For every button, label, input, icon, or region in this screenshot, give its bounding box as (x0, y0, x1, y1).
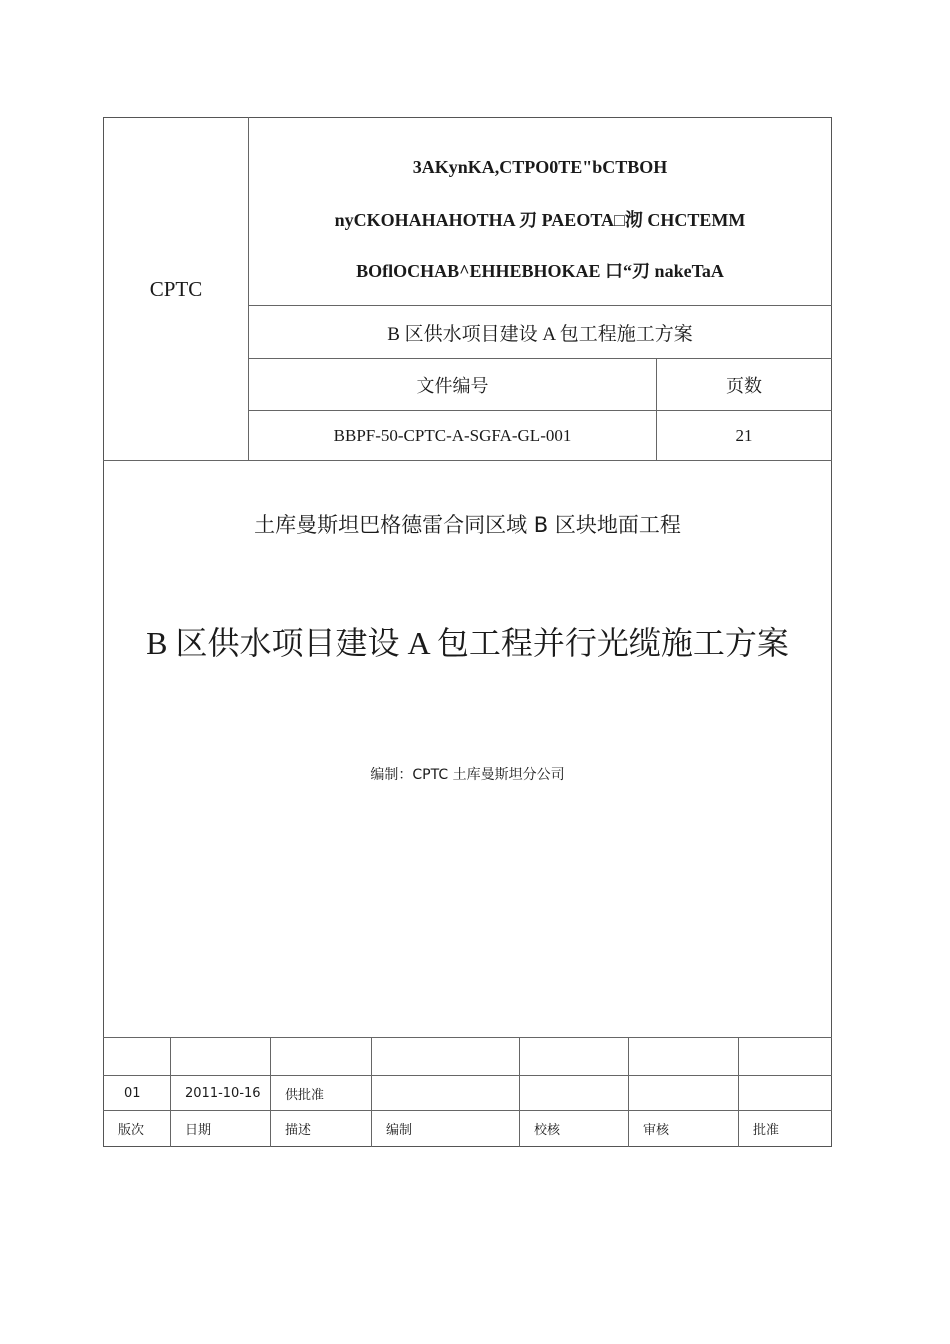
header-version: 版次 (118, 1123, 145, 1138)
doc-number-label: 文件编号 (416, 375, 489, 397)
russian-title-line-2: nyCKOHAHAHOTHA 刃 PAEOTA□沏 CHCTEMM (334, 210, 746, 230)
header-reviewed: 审核 (643, 1123, 670, 1138)
header-checked: 校核 (534, 1123, 561, 1138)
header-bottom-divider (103, 460, 832, 461)
revision-table-divider (103, 1037, 832, 1038)
russian-title-line-3: BOflOCHAB^EHHEBHOKAE 口“刃 nakeTaA (356, 261, 724, 281)
project-name: 土库曼斯坦巴格德雷合同区域 B 区块地面工程 (254, 513, 681, 537)
revision-date: 2011-10-16 (185, 1085, 261, 1101)
revision-version: 01 (124, 1085, 141, 1101)
header-description: 描述 (285, 1123, 312, 1138)
document-title: B 区供水项目建设 A 包工程并行光缆施工方案 (146, 625, 789, 661)
header-prepared: 编制 (386, 1123, 413, 1138)
header-date: 日期 (185, 1123, 212, 1138)
page-count-label: 页数 (726, 375, 762, 397)
doc-number: BBPF-50-CPTC-A-SGFA-GL-001 (333, 425, 572, 445)
company-logo-text: CPTC (149, 276, 203, 301)
editor-line: 编制：CPTC 土库曼斯坦分公司 (370, 767, 565, 783)
revision-description: 供批准 (285, 1087, 325, 1103)
russian-title-line-1: 3AKynKA,CTPO0TE"bCTBOH (412, 156, 668, 177)
chinese-title: B 区供水项目建设 A 包工程施工方案 (387, 323, 693, 345)
page-count: 21 (735, 425, 753, 445)
header-approved: 批准 (753, 1123, 780, 1138)
